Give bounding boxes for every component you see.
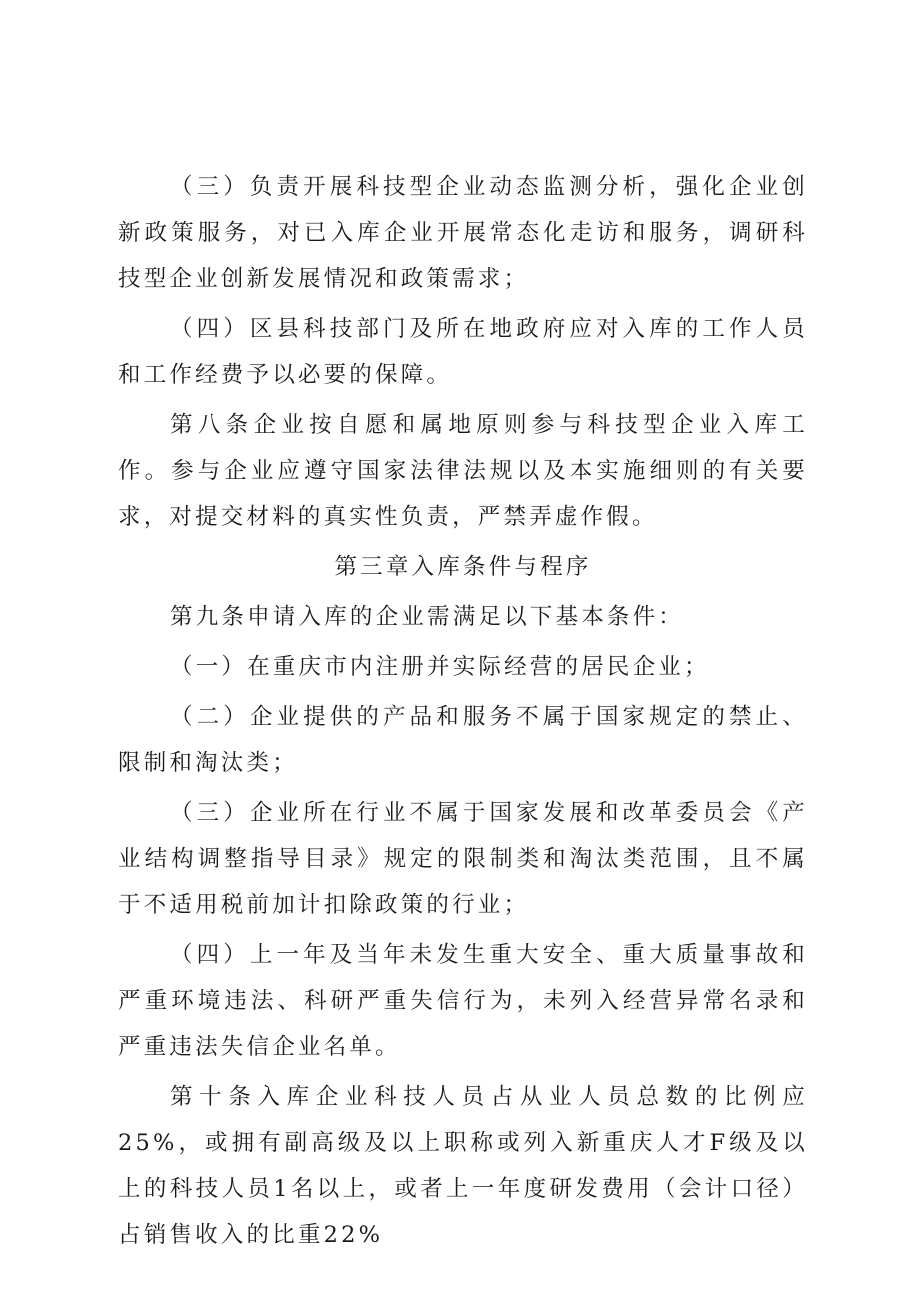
document-body — [118, 164, 808, 1258]
paragraph-duty-3: （三）负责开展科技型企业动态监测分析，强化企业创新政策服务，对已入库企业开展常态化走访和服务，调研科技型企业创新发展情况和政策需求； — [118, 174, 808, 292]
paragraph-condition-4: （四）上一年及当年未发生重大安全、重大质量事故和严重环境违法、科研严重失信行为，未列入经营异常名录和严重违法失信企业名单。 — [118, 942, 808, 1060]
paragraph-condition-2: （二）企业提供的产品和服务不属于国家规定的禁止、限制和淘汰类； — [118, 704, 808, 776]
paragraph-condition-1: （一）在重庆市内注册并实际经营的居民企业； — [170, 654, 710, 680]
paragraph-article-10: 第十条入库企业科技人员占从业人员总数的比例应25%，或拥有副高级及以上职称或列入新重庆人才F级及以上的科技人员1名以上，或者上一年度研发费用（会计口径）占销售收入的比重22% — [118, 1084, 808, 1248]
paragraph-duty-4: （四）区县科技部门及所在地政府应对入库的工作人员和工作经费予以必要的保障。 — [118, 316, 808, 388]
paragraph-condition-3: （三）企业所在行业不属于国家发展和改革委员会《产业结构调整指导目录》规定的限制类和淘汰类范围，且不属于不适用税前加计扣除政策的行业； — [118, 800, 808, 918]
chapter-heading: 第三章入库条件与程序 — [334, 554, 592, 580]
paragraph-article-8: 第八条企业按自愿和属地原则参与科技型企业入库工作。参与企业应遵守国家法律法规以及本实施细则的有关要求，对提交材料的真实性负责，严禁弄虚作假。 — [118, 412, 808, 530]
paragraph-article-9: 第九条申请入库的企业需满足以下基本条件： — [170, 604, 685, 630]
